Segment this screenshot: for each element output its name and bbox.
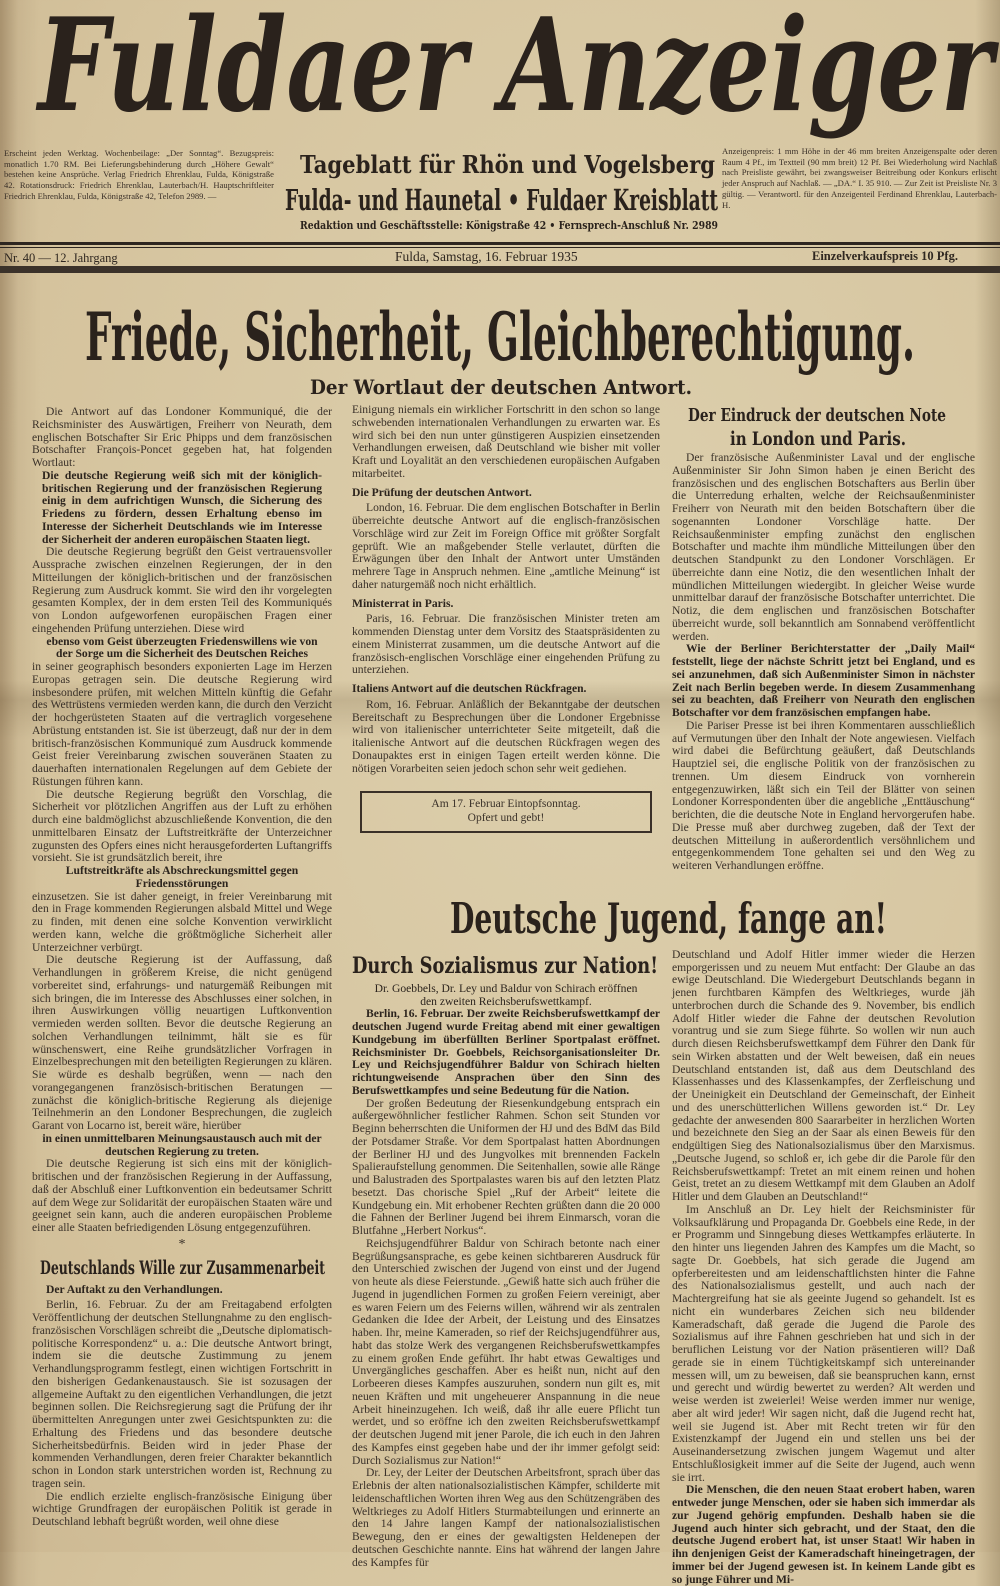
paragraph: Der französische Außenminister Laval und der englische Außenminister Sir John Simon haben je einen Bericht des französischen und des englischen Botschafters aus Berlin über die Unterredung erhalten, welche der Reichsaußenminister Freiherr von Neurath mit den beiden Botschaftern über die sogenannten Londoner Vorschläge hatte. Der Reichsaußenminister empfing zunächst den englischen Botschafter und machte ihm mündliche Mitteilungen über den deutschen Standpunkt zu den Londoner Vorschlägen. Er überreichte dann eine Notiz, die den wesentlichen Inhalt der mündlichen Mitteilungen wiedergibt. In gleicher Weise wurde unmittelbar darauf der französische Botschafter unterrichtet. Die Notiz, die dem englischen und französischen Botschafter überreicht wurde, soll bekanntlich am Sonnabend veröffentlicht werden. bbox=[672, 451, 975, 643]
emphasis-line: ebenso vom Geist überzeugten Friedenswillens wie von der Sorge um die Sicherheit des Deutschen Reiches bbox=[46, 634, 318, 661]
eindruck-article-column bbox=[672, 404, 975, 873]
jugend-subhead-wrap bbox=[352, 949, 660, 981]
jugend-article-column-2 bbox=[672, 949, 975, 1586]
divider bbox=[0, 242, 1000, 245]
paragraph: Die Menschen, die den neuen Staat erobert haben, waren entweder junge Menschen, oder sie haben sich immerdar als zur Jugend gehörig empfunden. Deshalb haben sie die Jugend auch hinter sich gebracht, und der Staat, den die deutsche Jugend erobert hat, ist unser Staat! Wir haben in ihn denjenigen Geist der Kameradschaft hineingetragen, der immer bei der Jugend gewesen ist. In keinem Lande gibt es so junge Führer und Mi- bbox=[672, 1483, 975, 1586]
notice-line: Am 17. Februar Eintopfsonntag. bbox=[431, 798, 581, 811]
paragraph: Der großen Bedeutung der Riesenkundgebung entsprach ein außergewöhnlicher festlicher Rahmen. Schon seit Stunden vor Beginn beherrschten die Uniformen der HJ und des BdM das Bild der Potsdamer Straße. Vor dem Sportpalast hatten Abordnungen der Berliner HJ und des Jungvolkes mit brennenden Fackeln Spalieraufstellung genommen. Die Seitenhallen, sowie alle Ränge und Balustraden des Sportpalastes waren bis auf den letzten Platz besetzt. Das chorische Spiel „Ruf der Arbeit“ leitete die Kundgebung ein. Mit erhobener Rechten grüßten dann die 20 000 die Fahnen der Berliner Jugend bei ihrem Einmarsch, voran die Blutfahne „Herbert Norkus“. bbox=[352, 1096, 660, 1237]
paragraph: Die endlich erzielte englisch-französische Einigung über wichtige Grundfragen der europäischen Politik ist gerade in Deutschland lebhaft begrüßt worden, weil ohne diese bbox=[32, 1489, 332, 1528]
emphasis-line: in einen unmittelbaren Meinungsaustausch auch mit der deutschen Regierung zu treten. bbox=[42, 1131, 322, 1158]
paragraph: Deutschland und Adolf Hitler immer wieder die Herzen emporgerissen und zu neuem Mut entfacht: Der Glaube an das ewige Deutschland. Die Wiedergeburt Deutschlands begann in jenen furchtbaren Kämpfen des Weltkrieges, wurde jäh unterbrochen durch die Schande des 9. November, bis endlich Adolf Hitler wieder die Fahne der deutschen Revolution vorantrug und sie zum Siege führte. So wollen wir nun auch durch diesen Reichsberufswettkampf dem Führer den Dank für sein Wirken abstatten und der Welt beweisen, daß ein neues Deutschland entstanden ist, daß aus dem Deutschland des Klassenhasses und des Klassenkampfes, der Zerfleischung und der Uneinigkeit ein Deutschland der Gemeinschaft, der Einheit und des unerschütterlichen Willens geworden ist.“ Dr. Ley gedachte der anwesenden 800 Saararbeiter in herzlichen Worten und bezeichnete den Sieg an der Saar als einen Beweis für den endgültigen Sieg des Nationalsozialismus über den Marxismus. „Deutsche Jugend, so schloß er, ich gebe dir die Parole für den Reichsberufswettkampf: Tretet an mit einem reinen und hohen Geist, tretet an zu diesem Wettkampf mit dem Glauben an Adolf Hitler und dem Glauben an Deutschland!“ bbox=[672, 947, 975, 1203]
lead-headlines bbox=[0, 288, 1000, 402]
eindruck-headline-line2: in London und Paris. bbox=[730, 428, 906, 450]
section-subheading: Italiens Antwort auf die deutschen Rückfragen. bbox=[352, 682, 587, 695]
lead-headline: Friede, Sicherheit, Gleichberechtigung. bbox=[85, 298, 915, 376]
paragraph: Wie der Berliner Berichterstatter der „Daily Mail“ feststellt, liege der nächste Schritt jetzt bei England, und es sei anzunehmen, daß sich Außenminister Simon in nächster Zeit nach Berlin begeben werde. In diesem Zusammenhang sei zu beachten, daß Freiherr von Neurath den englischen Botschafter vor dem französischen empfangen habe. bbox=[672, 642, 975, 719]
paragraph: London, 16. Februar. Die dem englischen Botschafter in Berlin überreichte deutsche Antwort auf die englisch-französischen Vorschläge wird zur Zeit im Foreign Office mit größter Sorgfalt geprüft. Wie an maßgebender Stelle verlautet, dürften die Erwägungen über den Inhalt der Antwort unter Umständen mehrere Tage in Anspruch nehmen. Eine „amtliche Meinung“ ist daher naturgemäß noch nicht erhältlich. bbox=[352, 501, 660, 591]
paragraph: Im Anschluß an Dr. Ley hielt der Reichsminister für Volksaufklärung und Propaganda Dr. Goebbels eine Rede, in der er Programm und Sinngebung dieses Wettkampfes erläuterte. In den hinter uns liegenden Jahren des Kampfes um die Macht, so sagte Dr. Goebbels, hat sich gerade die Jugend am opferbereitesten und am leidenschaftlichsten hinter die Fahne des Nationalsozialismus gestellt, und auch nach der Machtergreifung hat sie als geeinte Jugend so gehandelt. Ist es nicht ein wunderbares Zeichen sich neu bildender Kameradschaft, daß gerade die Jugend die Parole des Sozialismus auf ihre Fahnen geschrieben hat und sich in der beruflichen Leistung vor der Nation präsentieren will? Daß gerade sie in einem Tüchtigkeitskampf sich untereinander messen will, um zu beweisen, daß sie beanspruchen kann, ernst und gerecht und würdig bewertet zu werden? Alt werden und weise werden ist zweierlei! Weise werden immer nur wenige, aber alt wird jeder! Wir sagen nicht, daß die Jugend recht hat, weil sie Jugend ist. Aber mit Recht treten wir für den Existenzkampf der Jugend ein und stellen uns bei der Auseinandersetzung zwischen jungem Wagemut und alter Entschlußlosigkeit immer auf die Seite der Jugend, auch wenn sie irrt. bbox=[672, 1202, 975, 1484]
divider bbox=[0, 266, 1000, 273]
masthead-title-text: Fuldaer Anzeiger bbox=[35, 0, 1000, 141]
issue-date: Fulda, Samstag, 16. Februar 1935 bbox=[395, 249, 578, 264]
section-subheading: Die Prüfung der deutschen Antwort. bbox=[352, 485, 532, 499]
jugend-subhead: Durch Sozialismus zur Nation! bbox=[352, 952, 658, 979]
jugend-headline-wrap bbox=[352, 887, 975, 949]
bottom-row bbox=[352, 949, 975, 1586]
paragraph: Die Antwort auf das Londoner Kommuniqué, die der Reichsminister des Auswärtigen, Freiherr von Neurath, dem englischen Botschafter Sir Eric Phipps und dem französischen Botschafter François-Poncet gegeben hat, hat folgenden Wortlaut: bbox=[32, 405, 332, 469]
section-star: * bbox=[178, 1236, 186, 1252]
jugend-dek: Dr. Goebbels, Dr. Ley und Baldur von Schirach eröffnen den zweiten Reichsberufswettkampf. bbox=[374, 981, 638, 1008]
advertising-info: Anzeigenpreis: 1 mm Höhe in der 46 mm breiten Anzeigenspalte oder deren Raum 4 Pf., im Textteil (90 mm breit) 12 Pf. Bei Wiederholung wird Nachlaß nach Preisliste gewährt, bei zwangsweiser Beitreibung oder Konkurs erlischt jeder Anspruch auf Nachlaß. — „DA.“ I. 35 910. — Zur Zeit ist Preisliste Nr. 3 gültig. — Verantwortl. für den Anzeigenteil Ferdinand Ehrenklau, Lauterbach-H. bbox=[722, 146, 997, 210]
paragraph: in seiner geographisch besonders exponierten Lage im Herzen Europas getragen sein. Die deutsche Regierung wird insbesondere prüfen, mit welchen Mitteln künftig die Gefahr des Wettrüstens vermieden werden kann, die durch den Verzicht der hochgerüsteten Staaten auf die vertraglich vorgesehene Abrüstung entstanden ist. Sie ist überzeugt, daß nur der in dem britisch-französischen Kommuniqué zum Ausdruck kommende Geist freier Vereinbarung zwischen souveränen Staaten zu dauerhaften internationalen Regelungen auf dem Gebiete der Rüstungen führen kann. bbox=[32, 660, 332, 788]
subtitle-kreisblatt: Fulda- und Haunetal • Fuldaer Kreisblatt bbox=[285, 183, 719, 217]
subtitle-tageblatt: Tageblatt für Rhön und Vogelsberg bbox=[300, 150, 716, 179]
jugend-headline: Deutsche Jugend, fange an! bbox=[450, 893, 887, 943]
paragraph: einzusetzen. Sie ist daher geneigt, in freier Vereinbarung mit den in Frage kommenden Regierungen alsbald Mittel und Wege zu finden, mit denen eine solche Konvention verwirklicht werden kann, welche die größtmögliche Sicherheit aller Unterzeichner verbürgt. bbox=[32, 889, 332, 954]
paragraph: Rom, 16. Februar. Anläßlich der Bekanntgabe der deutschen Bereitschaft zu Besprechungen über die Londoner Ergebnisse wird von italienischer unterrichteter Seite mitgeteilt, daß die italienische Antwort auf die deutschen Rückfragen wegen des Donaupaktes erst in einigen Tagen erteilt werden könne. Die nötigen Vorarbeiten seien jedoch schon sehr weit gediehen. bbox=[352, 697, 660, 775]
paragraph: Berlin, 16. Februar. Der zweite Reichsberufswettkampf der deutschen Jugend wurde Freitag abend mit einer gewaltigen Kundgebung im überfüllten Berliner Sportpalast eröffnet. Reichsminister Dr. Goebbels, Reichsorganisationsleiter Dr. Ley und Reichsjugendführer Baldur von Schirach hielten richtungweisende Ansprachen über den Sinn des Berufswettkampfes und seine Bedeutung für die Nation. bbox=[352, 1007, 660, 1097]
right-area bbox=[352, 404, 975, 1586]
issue-price: Einzelverkaufspreis 10 Pfg. bbox=[812, 249, 958, 263]
paragraph: Dr. Ley, der Leiter der Deutschen Arbeitsfront, sprach über das Erlebnis der alten nationalsozialistischen Kämpfer, schilderte mit leidenschaftlichen Worten ihren Weg aus den Schützengräben des Weltkrieges zu Adolf Hitlers Sturmabteilungen und erinnerte an den 14 Jahre langen Kampf der nationalsozialistischen Bewegung, den er eines der gewaltigsten Heldenepen der deutschen Geschichte nannte. Eins hat während der langen Jahre des Kampfes für bbox=[352, 1466, 660, 1569]
wille-continuation-column bbox=[352, 404, 660, 833]
section-subheading: Der Auftakt zu den Verhandlungen. bbox=[46, 1282, 223, 1296]
paragraph: Die deutsche Regierung begrüßt den Vorschlag, die Sicherheit vor plötzlichen Angriffen aus der Luft zu erhöhen durch eine baldmöglichst abzuschließende Konvention, die den unmittelbaren Einsatz der Luftstreitkräfte der Unterzeichner zugunsten des Opfers eines nicht herausgeforderten Luftangriffs vorsieht. Sie ist grundsätzlich bereit, ihre bbox=[32, 787, 332, 865]
top-row bbox=[352, 404, 975, 873]
lead-article-column bbox=[32, 406, 332, 1529]
paragraph: Die deutsche Regierung ist der Auffassung, daß Verhandlungen in größerem Kreise, die nicht genügend vorbereitet sind, erfahrungs- und naturgemäß Reibungen mit sich bringen, die im Interesse des Abschlusses einer solchen, in ihren Auswirkungen völlig neuartigen Luftkonvention vermieden werden sollten. Bevor die deutsche Regierung an solchen Verhandlungen teilnimmt, hält sie es für wünschenswert, eine Reihe grundsätzlicher Vorfragen in Einzelbesprechungen mit den beteiligten Regierungen zu klären. Sie würde es deshalb begrüßen, wenn — nach den vorangegangenen französisch-britischen Beratungen — zunächst die königlich-britische Regierung als diejenige Teilnehmerin an den Londoner Besprechungen, die zugleich Garant von Locarno ist, bereit wäre, hierüber bbox=[32, 953, 332, 1132]
issue-number: Nr. 40 — 12. Jahrgang bbox=[4, 251, 118, 265]
wille-headline-wrap bbox=[32, 1252, 332, 1282]
publication-info: Erscheint jeden Werktag. Wochenbeilage: „Der Sonntag“. Bezugspreis: monatlich 1.70 RM. Bei Lieferungsbehinderung durch „Höhere Gewalt“ bestehen keine Ansprüche. Verlag Friedrich Ehrenklau, Fulda, Königstraße 42. Rotationsdruck: Friedrich Ehrenklau, Lauterbach/H. Hauptschriftleiter Friedrich Ehrenklau, Fulda, Königstraße 42, Telefon 2989. — bbox=[4, 148, 274, 201]
paragraph: Einigung niemals ein wirklicher Fortschritt in den schon so lange schwebenden internationalen Verhandlungen zu erwarten war. Es wird sich bei den nun unter günstigeren Auspizien einsetzenden Verhandlungen erweisen, daß Deutschland wie bisher mit voller Kraft und Loyalität an den verschiedenen europäischen Aufgaben mitarbeitet. bbox=[352, 403, 660, 480]
eintopf-notice-box bbox=[360, 791, 652, 833]
paragraph: Reichsjugendführer Baldur von Schirach betonte nach einer Begrüßungsansprache, es gebe keinen sichtbareren Ausdruck für den Unterschied zwischen der Jugend von einst und der Jugend von heute als diese Feierstunde. „Gewiß hatte sich auch früher die Jugend in jugendlichen Formen zu großen Feiern vereinigt, aber es waren Feiern um des Feierns willen, während wir als zentralen Gedanken die Idee der Arbeit, der Leistung und des Einsatzes haben. Ihr, meine Kameraden, so rief der Reichsjugendführer aus, habt das stolze Werk des vergangenen Reichsberufswettkampfes zu einem großen Ende geführt. Ihr habt etwas Gewaltiges und Unvergängliches geschaffen. Aber es heißt nun, nicht auf den Lorbeeren dieses Kampfes auszuruhen, sondern nun gilt es, mit neuen Kräften und mit ungeheuerer Anspannung in die neue Arbeit hineinzugehen. Ich weiß, daß ihr alle euere Pflicht tun werdet, und so eröffne ich den zweiten Reichsberufswettkampf der deutschen Jugend mit jener Parole, die ich euch in den Jahren des Kampfes einst gegeben habe und der ihr immer gefolgt seid: Durch Sozialismus zur Nation!“ bbox=[352, 1236, 660, 1467]
lead-subhead: Der Wortlaut der deutschen Antwort. bbox=[310, 375, 692, 399]
notice-line: Opfert und gebt! bbox=[467, 812, 545, 825]
paragraph: Die Pariser Presse ist bei ihren Kommentaren ausschließlich auf Vermutungen über den Inhalt der Note angewiesen. Vielfach wird dabei die Befürchtung geäußert, daß Deutschlands Hauptziel sei, die englische Politik von der französischen zu trennen. Um diesem Eindruck von vornherein entgegenzuwirken, läßt sich ein Teil der Blätter von seinen Londoner Korrespondenten über die angebliche „Enttäuschung“ berichten, die die deutsche Note in England hervorgerufen habe. Die Presse muß aber durchweg zugeben, daß der Text der deutschen Mitteilung in außerordentlich versöhnlichem und entgegenkommendem Tone gehalten sei und den Weg zu weiteren Verhandlungen eröffne. bbox=[672, 718, 975, 872]
paragraph: Paris, 16. Februar. Die französischen Minister treten am kommenden Dienstag unter dem Vorsitz des Staatspräsidenten zu einem Ministerrat zusammen, um die deutsche Antwort auf die französisch-englischen Vorschläge einer eingehenden Prüfung zu unterziehen. bbox=[352, 612, 660, 677]
paragraph: Die deutsche Regierung begrüßt den Geist vertrauensvoller Aussprache zwischen einzelnen Regierungen, der in den Mitteilungen der königlich-britischen und der französischen Regierung zum Ausdruck kommt. Sie wird den ihr vorgelegten gesamten Komplex, der in dem ersten Teil des Kommuniqués von London aufgeworfenen europäischen Fragen einer eingehenden Prüfung unterziehen. Diese wird bbox=[32, 545, 332, 635]
paragraph: Die deutsche Regierung ist sich eins mit der königlich-britischen und der französischen Regierung in der Auffassung, daß der Abschluß einer Luftkonvention ein bedeutsamer Schritt auf dem Wege zur Solidarität der europäischen Staaten wäre und geeignet sein kann, auch die anderen europäischen Probleme einer alle Staaten befriedigenden Lösung entgegenzuführen. bbox=[32, 1157, 332, 1234]
masthead-title bbox=[0, 0, 1000, 142]
masthead-subtitles bbox=[280, 140, 725, 240]
wille-headline: Deutschlands Wille zur Zusammenarbeit bbox=[40, 1256, 326, 1279]
eindruck-headline-line1: Der Eindruck der deutschen Note bbox=[688, 405, 946, 426]
paragraph: Berlin, 16. Februar. Zu der am Freitagabend erfolgten Veröffentlichung der deutschen Stellungnahme zu den englisch-französischen Vorschlägen schreibt die „Deutsche diplomatisch-politische Korrespondenz“ u. a.: Die deutsche Antwort bringt, indem sie die deutsche Zustimmung zu jenem Verhandlungsprogramm festlegt, einen wichtigen Fortschritt in den bisherigen Gedankenaustausch. Sie ist sozusagen der allgemeine Auftakt zu den eigentlichen Verhandlungen, die jetzt beginnen sollen. Die Reichsregierung sagt die Prüfung der ihr übermittelten Anregungen unter zwei Gesichtspunkten zu: die Erhaltung des Friedens und das besondere deutsche Sicherheitsbedürfnis. Beiden wird in jeder Phase der kommenden Verhandlungen, deren freier Charakter bekanntlich schon in London stark unterstrichen worden ist, Rechnung zu tragen sein. bbox=[32, 1298, 332, 1490]
emphasis-line: Luftstreitkräfte als Abschreckungsmittel gegen Friedensstörungen bbox=[65, 864, 299, 890]
quote-paragraph: Die deutsche Regierung weiß sich mit der königlich-britischen Regierung und der französischen Regierung einig in dem aufrichtigen Wunsch, die Sicherung des Friedens zu fördern, dessen Erhaltung ebenso im Interesse der Sicherheit Deutschlands wie im Interesse der Sicherheit der anderen europäischen Staaten liegt. bbox=[42, 468, 322, 546]
divider bbox=[0, 247, 1000, 248]
subtitle-redaktion: Redaktion und Geschäftsstelle: Königstraße 42 • Fernsprech-Anschluß Nr. 2989 bbox=[300, 219, 718, 232]
eindruck-headline-wrap bbox=[672, 404, 975, 452]
jugend-article-column-1 bbox=[352, 949, 660, 1570]
section-subheading: Ministerrat in Paris. bbox=[352, 596, 454, 610]
